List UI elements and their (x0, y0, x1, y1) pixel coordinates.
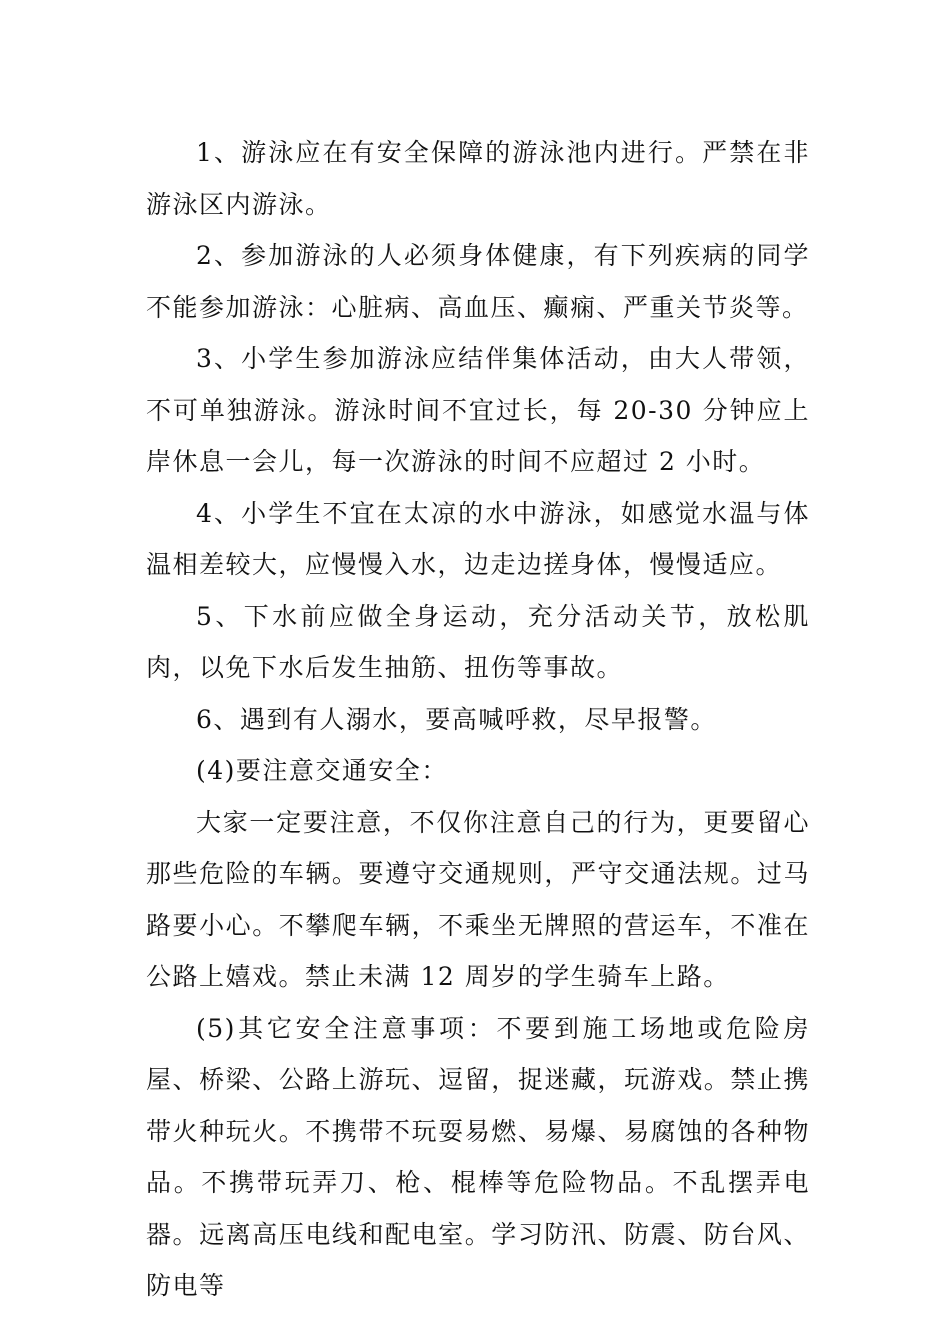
paragraph-swim-rule-6: 6、遇到有人溺水，要高喊呼救，尽早报警。 (196, 704, 717, 734)
paragraph-swim-rule-4: 4、小学生不宜在太凉的水中游泳，如感觉水温与体温相差较大，应慢慢入水，边走边搓身体，慢慢适应。 (146, 498, 810, 579)
paragraph-swim-rule-1: 1、游泳应在有安全保障的游泳池内进行。严禁在非游泳区内游泳。 (146, 138, 810, 219)
paragraph-swim-rule-3: 3、小学生参加游泳应结伴集体活动，由大人带领，不可单独游泳。游泳时间不宜过长，每 20-30 分钟应上岸休息一会儿，每一次游泳的时间不应超过 2 小时。 (146, 344, 810, 476)
paragraph-swim-rule-5: 5、下水前应做全身运动，充分活动关节，放松肌肉，以免下水后发生抽筋、扭伤等事故。 (146, 601, 810, 682)
paragraph-other-safety: (5)其它安全注意事项：不要到施工场地或危险房屋、桥梁、公路上游玩、逗留，捉迷藏，玩游戏。禁止携带火种玩火。不携带不玩耍易燃、易爆、易腐蚀的各种物品。不携带玩弄刀、枪、棍棒等危险物品。不乱摆弄电器。远离高压电线和配电室。学习防汛、防震、防台风、防电等 (146, 1013, 810, 1300)
paragraph-traffic-safety: 大家一定要注意，不仅你注意自己的行为，更要留心那些危险的车辆。要遵守交通规则，严守交通法规。过马路要小心。不攀爬车辆，不乘坐无牌照的营运车，不准在公路上嬉戏。禁止未满 12 周岁的学生骑车上路。 (146, 807, 810, 991)
section-heading-traffic-safety: (4)要注意交通安全： (196, 756, 448, 785)
document-body (146, 127, 810, 1312)
paragraph-swim-rule-2: 2、参加游泳的人必须身体健康，有下列疾病的同学不能参加游泳：心脏病、高血压、癫痫、严重关节炎等。 (146, 241, 810, 322)
